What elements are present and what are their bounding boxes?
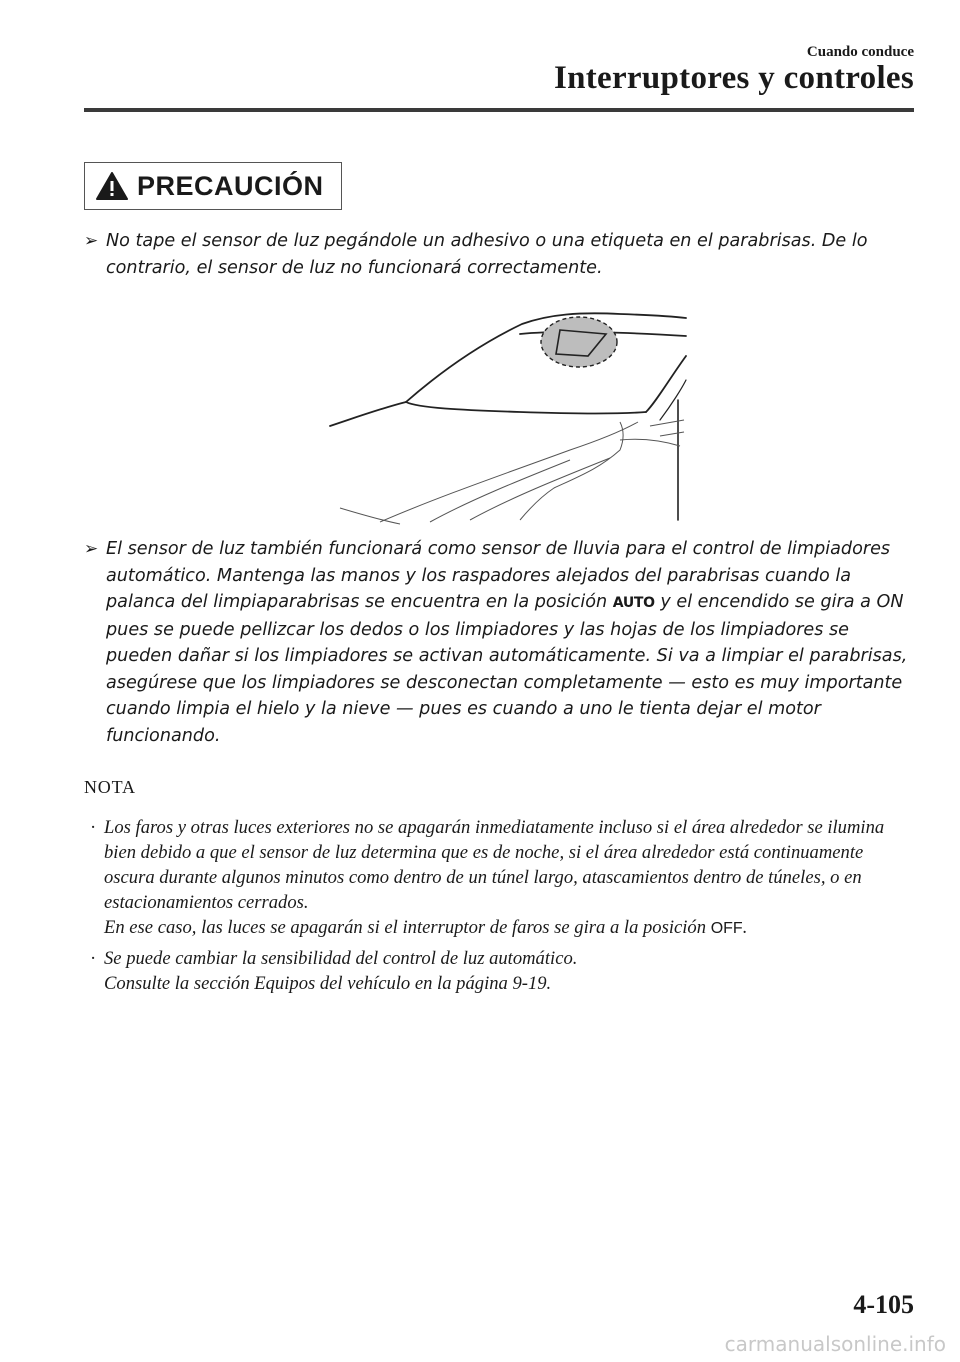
caution-box bbox=[84, 162, 342, 210]
windshield-figure bbox=[320, 300, 690, 528]
note-item-2-text: Se puede cambiar la sensibilidad del control de luz automático. bbox=[104, 948, 578, 969]
off-label: OFF bbox=[710, 920, 743, 937]
note-item-1 bbox=[90, 815, 910, 941]
note-item-1-line2: En ese caso, las luces se apagarán si el interruptor de faros se gira a la posición bbox=[104, 917, 707, 938]
page-number: 4-105 bbox=[853, 1290, 914, 1319]
dot-bullet-icon: · bbox=[90, 948, 97, 969]
header-rule bbox=[84, 108, 914, 112]
caution-item-2-text-before: El sensor de luz también funcionará como sensor de lluvia para el control de limpiadores automático. Mantenga las manos y los raspadores alejados del parabrisas cuando la palanca del limpiaparabrisas se encuentra en la posición bbox=[106, 539, 891, 612]
header-section: Cuando conduce bbox=[806, 44, 914, 60]
arrow-bullet-icon: ➢ bbox=[84, 539, 99, 559]
note-item-1-end: . bbox=[742, 917, 748, 938]
nota-heading: NOTA bbox=[84, 777, 136, 797]
caution-item-1 bbox=[84, 228, 914, 281]
header-title: Interruptores y controles bbox=[553, 60, 914, 96]
note-item-2-line2: Consulte la sección Equipos del vehículo en la página 9-19. bbox=[104, 973, 552, 994]
auto-label: AUTO bbox=[612, 595, 655, 611]
caution-item-2-text-after: y el encendido se gira a ON pues se puede pellizcar los dedos o los limpiadores y las hojas de los limpiadores se pueden dañar si los limpiadores se activan automáticamente. Si va a limpiar el parabrisas, asegúrese que los limpiadores se desconectan completamente — esto es muy importante cuando limpia el hielo y la nieve — pues es cuando a uno le tienta dejar el motor funcionando. bbox=[106, 592, 908, 746]
warning-triangle-icon bbox=[95, 171, 129, 201]
caution-item-1-text: No tape el sensor de luz pegándole un adhesivo o una etiqueta en el parabrisas. De lo contrario, el sensor de luz no funcionará correctamente. bbox=[106, 231, 868, 278]
light-sensor-highlight bbox=[541, 317, 617, 367]
caution-item-2 bbox=[84, 536, 914, 749]
dot-bullet-icon: · bbox=[90, 817, 97, 838]
arrow-bullet-icon: ➢ bbox=[84, 231, 99, 251]
note-item-2 bbox=[90, 946, 910, 996]
note-item-1-text: Los faros y otras luces exteriores no se apagarán inmediatamente incluso si el área alrededor se ilumina bien debido a que el sensor de luz determina que es de noche, si el área alrededor está continuamente oscura durante algunos minutos como dentro de un túnel largo, atascamientos dentro de túneles, o en estacionamientos cerrados. bbox=[104, 817, 885, 913]
caution-label: PRECAUCIÓN bbox=[137, 170, 324, 201]
watermark: carmanualsonline.info bbox=[724, 1332, 946, 1356]
